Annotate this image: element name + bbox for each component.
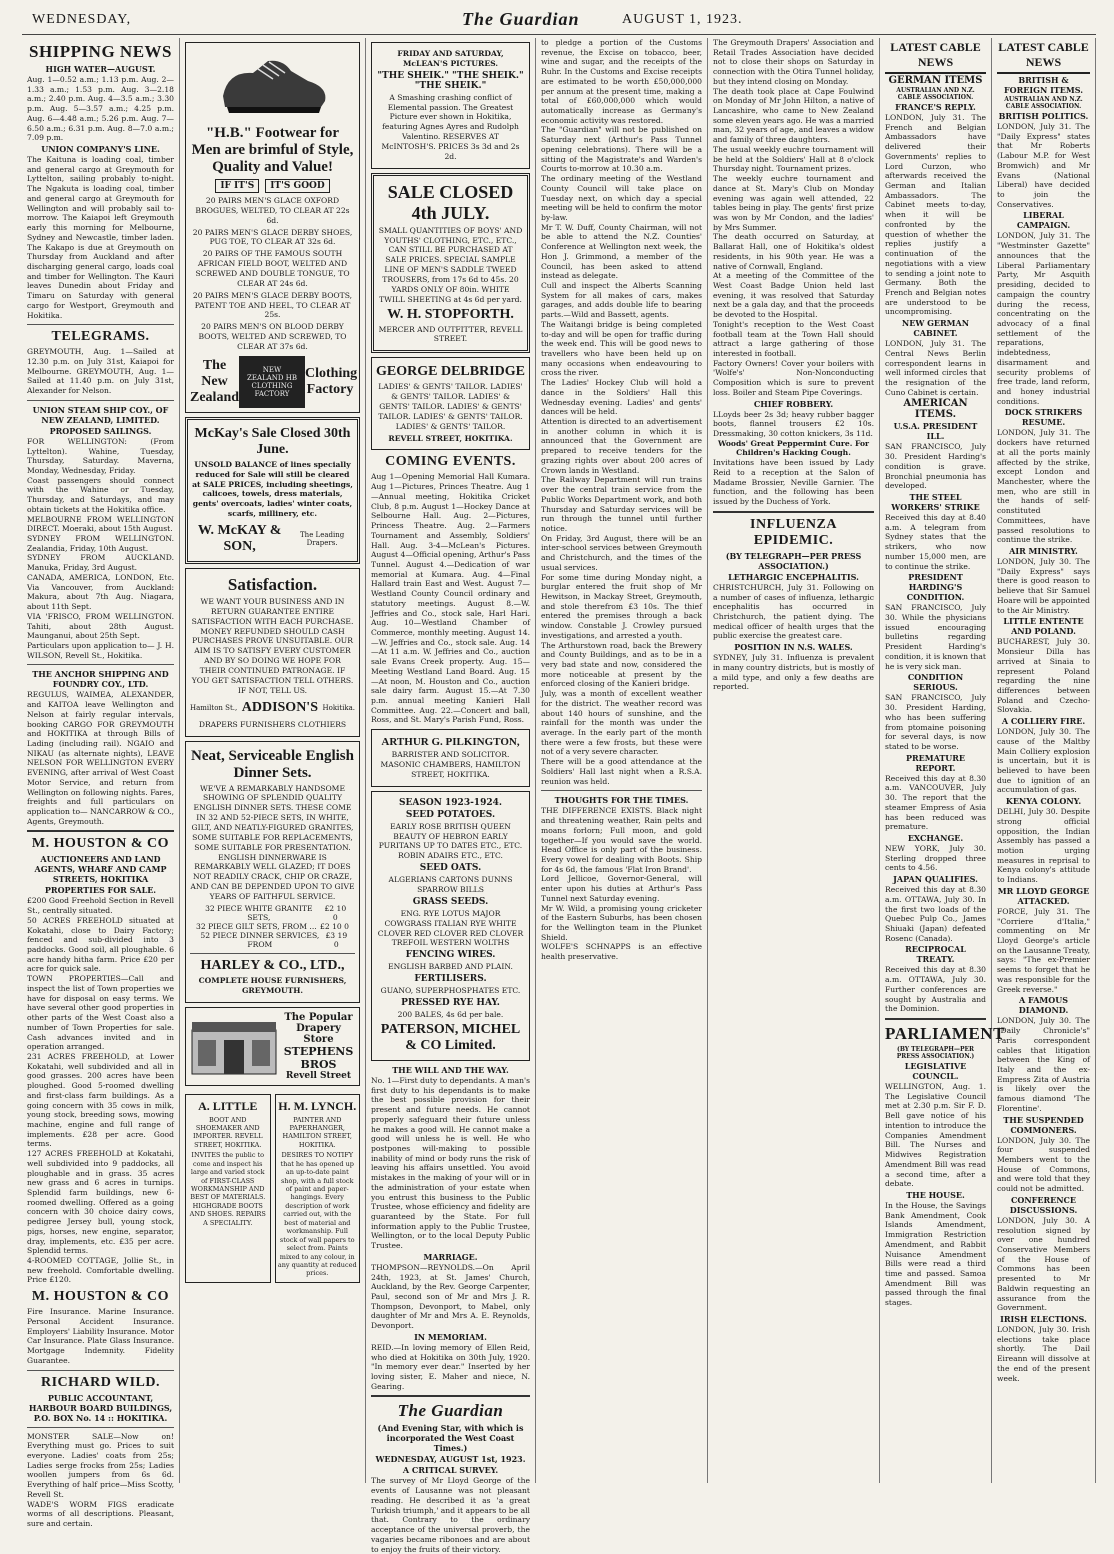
japan-heading: JAPAN QUALIFIES. — [893, 874, 978, 885]
coming-events-heading: COMING EVENTS. — [385, 454, 516, 470]
exchange-text: NEW YORK, July 30. Sterling dropped three cents to 4.56. — [885, 843, 986, 873]
paterson-ad — [371, 791, 530, 1061]
for-wellington-text: Coast passengers should connect with the Wahine or Tuesday, Thursday, and Saturdays, and may obtain tickets at the Hokitika office. — [27, 475, 174, 514]
little-sub: BOOT AND SHOEMAKER AND IMPORTER. REVELL STREET, HOKITIKA. — [192, 1115, 263, 1149]
hb-left-text: The New Zealand — [190, 357, 240, 405]
harding-text: SAN FRANCISCO, July 30. President Harding's condition is grave. Bronchial pneumonia has developed. — [885, 442, 986, 491]
coming-events-text: Aug 1—Opening Memorial Hall Kumara. Aug 1—Pictures, Princes Theatre. Aug 1—Annual meeting, Hokitika Cricket Club, 8 p.m. August 1—Hockey Dance at Selbourne Hall. Aug. 2—Pictures, Princess Theatre. Aug. 2—Farmers Tournament and Assembly, Soldiers' Hall. Aug. 3-4—McLean's Pictures. August 4—Official opening, Arthur's Pass Tunnel. August 4.—Dedication of war memorial at Kumara. Aug. 4—Final Hallard train East and West. August 7—Westland County Council ordinary and statutory meetings. August 8.—W. Jeffries and Co., stock sale, Harl Hari. Aug. 10—Westland Chamber of Commerce, monthly meeting. August 14.—W. Jeffries and Co., stock sale. Aug. 14—At 11 a.m. W. Jeffries and Co., auction sale Evans Creek property. Aug. 15—Meeting Westland Land Board. Aug. 15—At noon, M. Houston and Co., auction sale dairy farm. August 15.—At 7.30 p.m. annual meeting Kanieri Hall Committee. Aug. 22.—Concert and ball, Ross, and St. Mary's Parish Fund, Ross. — [371, 472, 530, 725]
news-para: Factory Owners! Cover your boilers with 'Wolfe's' Non-Nonconducting Composition which is sure to prevent loss. Boiler and Steam Pipe Coverings. — [713, 358, 874, 397]
wild-sub: PUBLIC ACCOUNTANT, HARBOUR BOARD BUILDINGS, P.O. BOX No. 14 :: HOKITIKA. — [28, 1392, 173, 1423]
dinner-price-2: 32 PIECE GILT SETS, FROM ... £2 10 0 — [196, 921, 349, 931]
news-para: WOLFE'S SCHNAPPS is an effective health preservative. — [541, 942, 702, 962]
sheik-title: "THE SHEIK." "THE SHEIK." "THE SHEIK." — [377, 70, 524, 91]
seed-potatoes-heading: SEED POTATOES. — [405, 809, 496, 820]
dock-heading: DOCK STRIKERS RESUME. — [1004, 407, 1083, 428]
property-50: 50 ACRES FREEHOLD situated at Kokatahi, close to Dairy Factory; fenced and sub-divided into 3 paddocks. Good soil, all ploughable. 6 acre handy hitha farm. Price £20 per acre for quick sale. — [27, 915, 174, 974]
conference-heading: CONFERENCE DISCUSSIONS. — [1009, 1194, 1078, 1215]
delbridge-name: GEORGE DELBRIDGE — [376, 364, 525, 380]
fertilisers-sub: GUANO, SUPERPHOSPHATES ETC. — [380, 986, 521, 996]
will-heading: THE WILL AND THE WAY. — [392, 1064, 509, 1075]
news-para: Mr T. W. Duff, County Chairman, will not be able to attend the N.Z. Counties' Conference at Wellington next week, the Hon J. Grimmond, a member of the Council, has been asked to attend instead as delegate. — [541, 222, 702, 281]
news-para: Lord Jellicoe, Governor-General, will enter upon his duties at Arthur's Pass Tunnel next Saturday evening. — [541, 874, 702, 903]
wade-worm-figs: WADE'S WORM FIGS eradicate worms of all descriptions. Pleasant, sure and certain. — [27, 1499, 174, 1528]
delbridge-address: REVELL STREET, HOKITIKA. — [388, 433, 513, 443]
reciprocal-heading: RECIPROCAL TREATY. — [905, 944, 966, 965]
guardian-sub: (And Evening Star, with which is incorporated the West Coast Times.) — [377, 1423, 524, 1454]
report-heading: PREMATURE REPORT. — [905, 752, 966, 773]
seed-oats-heading: SEED OATS. — [419, 863, 482, 874]
diamond-heading: A FAMOUS DIAMOND. — [1018, 995, 1069, 1016]
rye-hay-sub: 200 BALES, 4s 6d per bale. — [397, 1010, 504, 1020]
shoe-item-2: 20 PAIRS MEN'S GLACE DERBY SHOES, PUG TOE, TO CLEAR AT 32s 6d. — [192, 227, 353, 247]
news-para: The death occurred on Saturday, at Ballarat Hall, one of Hokitika's oldest residents, in his 90th year. He was a native of Cornwall, England. — [713, 232, 874, 271]
news-para: The Arthurstown road, back the Brewery and County Buildings, and as to be in a very bad state and now, considered the more noticeable at present by the enforced closing of the Kanieri bridge. — [541, 640, 702, 689]
serious-heading: CONDITION SERIOUS. — [907, 672, 964, 693]
reciprocal-text: Received this day at 8.30 a.m. OTTAWA, July 30. Further conferences are sought by Australia and the Dominion. — [885, 965, 986, 1014]
influenza-sub: (BY TELEGRAPH—PER PRESS ASSOCIATION.) — [725, 550, 862, 571]
lynch-ad — [275, 1094, 361, 1283]
cabinet-text: LONDON, July 31. The Central News Berlin correspondent learns in well informed circles that the resignation of the Cuno Cabinet is certain. — [885, 339, 986, 397]
harley-sub: COMPLETE HOUSE FURNISHERS, GREYMOUTH. — [198, 975, 347, 995]
stopforth-sub: MERCER AND OUTFITTER, REVELL STREET. — [378, 324, 523, 344]
lethargic-heading: LETHARGIC ENCEPHALITIS. — [728, 571, 859, 582]
houston-heading-2: M. HOUSTON & CO — [31, 1289, 170, 1305]
pilkington-name: ARTHUR G. PILKINGTON, — [381, 736, 520, 749]
column-local-news — [536, 38, 708, 1483]
commons-heading: THE SUSPENDED COMMONERS. — [1003, 1114, 1084, 1135]
house-heading: THE HOUSE. — [906, 1189, 965, 1200]
position-text: SYDNEY, July 31. Influenza is prevalent in many country districts, but is mostly of a mild type, and only a few deaths are reported. — [713, 653, 874, 692]
dinner-sets-ad — [185, 741, 360, 1003]
news-para: The Railway Department will run trains over the central train service from the Public Works Department work, and both Thursday and Saturday services will be run through the tunnel until further notice. — [541, 475, 702, 533]
mckay-heading: McKay's Sale Closed 30th June. — [194, 425, 351, 457]
serious-text: SAN FRANCISCO, July 30. President Harding, who has been suffering from ptomaine poisoning for several days, is now stated to be worse. — [885, 693, 986, 751]
harding-heading: U.S.A. PRESIDENT ILL. — [893, 421, 978, 442]
cottage: 4-ROOMED COTTAGE, Jollie St., in new freehold. Comfortable dwelling. Price £120. — [27, 1256, 174, 1285]
stephens-line-2: Drapery Store — [296, 1022, 341, 1045]
news-para: The death took place at Cape Foulwind on Monday of Mr John Hilton, a native of Lancashire, who came to New Zealand some eleven years ago. He was a married man, 32 years of age, and leaves a widow and family of three daughters. — [713, 86, 874, 145]
potatoes-list: EARLY ROSE BRITISH QUEEN BEAUTY OF HEBRON EARLY PURITANS UP TO DATES ETC., ETC. ROBIN ADAIRS ETC., ETC. — [378, 821, 523, 861]
harley-name: HARLEY & CO., LTD., — [200, 957, 345, 973]
stephens-line-1: The Popular — [284, 1011, 353, 1023]
influenza-text: CHRISTCHURCH, July 31. Following on a number of cases of influenza, lethargic encephalitis has occurred in Christchurch, the patient dying. The medical officer of health urges that the public exercise the greatest care. — [713, 582, 874, 641]
council-text: WELLINGTON, Aug. 1. The Legislative Council met at 2.30 p.m. Sir F. D. Bell gave notice of his intention to introduce the Companies Amendment Bill. The Nurses and Midwives Registration Amendment Bill was read a second time, after a debate. — [885, 1082, 986, 1189]
irish-text: LONDON, July 30. Irish elections take place shortly. The Dail Eireann will dissolve at the end of the present week. — [997, 1325, 1090, 1383]
high-water-heading: HIGH WATER—AUGUST. — [45, 64, 156, 74]
cabinet-heading: NEW GERMAN CABINET. — [901, 318, 970, 339]
american-items-heading: AMERICAN ITEMS. — [903, 398, 968, 421]
property-200: £200 Good Freehold Section in Revell St., centrally situated. — [27, 896, 174, 916]
condition-heading: PRESIDENT HARDING'S CONDITION. — [906, 572, 965, 603]
properties-heading: PROPERTIES FOR SALE. — [44, 885, 157, 896]
dock-text: LONDON, July 31. The dockers have returned at all the ports mainly affected by the strike, except London and Manchester, where the men, who are still in the hands of self-constituted Committees, have passed resolutions to continue the strike. — [997, 428, 1090, 545]
sale-closed-text: SMALL QUANTITIES OF BOYS' AND YOUTHS' CLOTHING, ETC., ETC., CAN STILL BE PURCHASED AT SALE PRICES. SPECIAL SAMPLE LINE OF MEN'S SADDLE TWEED TROUSERS, from 17s 6d to 45s. 20 YARDS ONLY OF 80in. WHITE TWILL SHEETING at 4s 6d per yard. — [378, 225, 523, 304]
property-127: 127 ACRES FREEHOLD at Kokatahi, well subdivided into 9 paddocks, all ploughable and in grass. 35 acres new grass and 6 acres in turnips. Splendid farm buildings, new 6-roomed dwelling. Offered as a going concern with 30 choice dairy cows, pedigree Jersey bull, young stock, pigs, horses, new engine, separator, dray, implements, etc. £35 per acre. Splendid terms. — [27, 1149, 174, 1256]
melbourne-sailing: MELBOURNE FROM WELLINGTON DIRECT. Moeraki, about 15th August. — [27, 514, 174, 534]
stephens-line-4: Revell Street — [285, 1070, 352, 1081]
its-good-badge: IT'S GOOD — [265, 179, 329, 193]
news-para: July, was a month of excellent weather for the district. The weather record was about 140 hours of sunshine, and the rainfall for the month was under the average. In the early part of the month there were a few frosts, but these were not of a very severe character. — [541, 689, 702, 757]
particulars: Particulars upon application to— J. H. WILSON, Revell St., Hokitika. — [27, 640, 174, 660]
news-para: The weekly euchre tournament and dance at St. Mary's Club on Monday evening was again well attended, 22 tables being in play. The gents' first prize was won by Mr Condon, and the ladies' by Mrs Summer. — [713, 174, 874, 232]
marriage-text: THOMPSON—REYNOLDS.—On April 24th, 1923, at St. James' Church, Auckland, by the Rev. George Carpenter, Paul, second son of Mr and Mrs J. R. Thompson, Devonport, to Mabel, only daughter of Mr and Mrs A. E. Reynolds, Devonport. — [371, 1262, 530, 1331]
news-para: Mr W. Wild, a promising young cricketer of the Eastern Suburbs, has been chosen for the Wellington team in the Plunket Shield. — [541, 903, 702, 942]
news-para: The Waitangi bridge is being completed to-day and will be open for traffic during the week end. This will be good news to travellers who have been held up on many occasions when endeavouring to cross the river. — [541, 319, 702, 378]
cable-heading-2: LATEST CABLE NEWS — [997, 38, 1090, 74]
hb-logo: NEW ZEALAND HB CLOTHING FACTORY — [239, 356, 305, 408]
uss-company-heading: UNION STEAM SHIP COY., OF NEW ZEALAND, LIMITED. — [32, 404, 169, 425]
rye-hay-heading: PRESSED RYE HAY. — [401, 998, 500, 1009]
news-para: Tonight's reception to the West Coast football team at the Town Hall should attract a large gathering of those interested in football. — [713, 319, 874, 358]
anchor-heading: THE ANCHOR SHIPPING AND FOUNDRY COY., LTD. — [32, 669, 169, 690]
exchange-heading: EXCHANGE. — [907, 832, 964, 843]
column-local-news-2 — [708, 38, 880, 1483]
addison-right: Hokitika. — [322, 703, 355, 712]
friday-pictures: FRIDAY AND SATURDAY, McLEAN'S PICTURES. — [397, 49, 504, 68]
dinner-price-1: 32 PIECE WHITE GRANITE SETS, £2 10 0 — [205, 903, 347, 922]
memoriam-text: REID.—In loving memory of Ellen Reid, who died at Hokitika on 30th July, 1920. "In memory ever dear." Inserted by her loving sister, E. Maher and niece, N. Gearing. — [371, 1342, 530, 1391]
column-notices — [366, 38, 536, 1554]
hb-right-text: Clothing Factory — [305, 365, 358, 397]
dinner-price-3: 52 PIECE DINNER SERVICES, FROM £3 19 0 — [200, 930, 348, 949]
oats-list: ALGERIANS CARTONS DUNNS SPARROW BILLS — [388, 875, 513, 895]
column-cable-news-2 — [992, 38, 1096, 1483]
if-its-badge: IF IT'S — [215, 179, 259, 193]
satisfaction-text: WE WANT YOUR BUSINESS AND IN RETURN GUARANTEE ENTIRE SATISFACTION WITH EACH PURCHASE. MONEY REFUNDED SHOULD CASH PURCHASES PROVE UNSUITABLE. OUR AIM IS TO SATISFY EVERY CUSTOMER AND BY SO DOING WE HOPE FOR THEIR CONTINUED PATRONAGE. IF YOU GET SATISFACTION TELL OTHERS. IF NOT, TELL US. — [191, 597, 354, 695]
dinner-text: WE'VE A REMARKABLY HANDSOME SHOWING OF SPLENDID QUALITY ENGLISH DINNER SETS. THESE COME IN 32 AND 52-PIECE SETS, IN WHITE, GILT, AND NEATLY-FIGURED GRANITES, SOME SUITABLE FOR REPLACEMENTS, SOME SUITABLE FOR PRESENTATION. ENGLISH DINNERWARE IS REMARKABLY WELL GLAZED; IT DOES NOT READILY CRACK, CHIP OR CRAZE, AND CAN BE DEPENDED UPON TO GIVE YEARS OF FAITHFUL SERVICE. — [190, 783, 355, 901]
mckay-name: W. McKAY & SON, — [197, 523, 282, 555]
survey-heading: A CRITICAL SURVEY. — [402, 1465, 499, 1476]
steel-heading: THE STEEL WORKERS' STRIKE — [891, 492, 980, 512]
fertilisers-heading: FERTILISERS. — [414, 974, 487, 985]
masthead — [22, 8, 1096, 35]
addison-left: Hamilton St., — [190, 703, 238, 712]
council-heading: LEGISLATIVE COUNCIL. — [904, 1061, 967, 1082]
news-para: There will be a good attendance at the Soldiers' Hall last night when a R.S.A. reunion was held. — [541, 757, 702, 786]
frisco-sailing: VIA 'FRISCO, FROM WELLINGTON. Tahiti, about 28th August. Maunganui, about 25th Sept. — [27, 611, 174, 641]
column-advertisements — [180, 38, 366, 1483]
news-para: to pledge a portion of the Customs revenue, the Excise on tobacco, beer, wine and sugar, and the receipts of the Ruhr. In the Customs and Excise receipts are estimated to be worth £50,000,000 per annum at the present time, making a total of £60,000,000 which would automatically increase as Germany's economic activity was restored. — [541, 38, 702, 125]
telegrams-text: GREYMOUTH, Aug. 1—Sailed at 12.30 p.m. on July 31st, Kaiapoi for Melbourne. GREYMOUTH, Aug. 1—Sailed at 11.40 p.m. on July 31st, Alexander for Nelson. — [27, 347, 174, 396]
delbridge-ad — [371, 357, 530, 450]
addison-name: ADDISON'S — [241, 699, 318, 715]
town-properties: TOWN PROPERTIES—Call and inspect the list of Town properties we have for disposal on easy terms. We have several other good properties in other parts of the West Coast also a number of Town Properties for sale. Cash advances invited and in operation arranged. — [27, 974, 174, 1052]
insurance-list: Fire Insurance. Marine Insurance. Personal Accident Insurance. Employers' Liability Insurance. Motor Car Insurance. Plate Glass Insurance. Mortgage Indemnity. Fidelity Guarantee. — [27, 1307, 174, 1365]
news-para: On Friday, 3rd August, there will be an inter-school services between Greymouth and Christchurch, and the times of the usual services. — [541, 533, 702, 572]
season-heading: SEASON 1923-1924. — [398, 797, 502, 808]
shipping-heading: SHIPPING NEWS — [29, 42, 172, 61]
will-text: No. 1—First duty to dependants. A man's first duty to his dependants is to make the best possible provision for their present and future needs. He cannot properly safeguard their future unless he makes a good will. He cannot make a good will unless he is well. He who postpones will-making to possible inability of mind or body runs the risk of leaving his affairs unsettled. You avoid mistakes in the making of your will or in the administration of your estate when you entrust this business to the Public Trustee, whose efficiency and fidelity are guaranteed by the State. For full information apply to the Public Trustee, Wellington, or to the local Deputy Public Trustee. — [371, 1075, 530, 1251]
air-text: LONDON, July 30. The "Daily Express" says there is good reason to believe that Sir Samuel Hoare will be appointed to the Air Ministry. — [997, 557, 1090, 615]
colliery-heading: A COLLIERY FIRE. — [1001, 716, 1086, 727]
german-items-heading: GERMAN ITEMS — [888, 75, 983, 86]
sydney-auckland-sailing: SYDNEY FROM AUCKLAND. Manuka, Friday, 3rd August. — [27, 553, 174, 573]
entente-text: BUCHAREST, July 30. Monsieur Dilla has arrived at Sinaia to represent Poland regarding the nine differences between Poland and Czecho-Slovakia. — [997, 637, 1090, 715]
grass-seeds-heading: GRASS SEEDS. — [412, 896, 489, 907]
influenza-heading: INFLUENZA EPIDEMIC. — [750, 516, 837, 548]
news-para: The Ladies' Hockey Club will hold a dance in the Soldiers' Hall this Wednesday evening. Ladies' and gents' dances will be held. — [541, 378, 702, 417]
air-heading: AIR MINISTRY. — [1009, 546, 1078, 557]
report-text: Received this day at 8.30 a.m. VANCOUVER, July 30. The report that the steamer Empress of Asia has been reduced was premature. — [885, 773, 986, 832]
sheik-ad — [371, 42, 530, 169]
addison-ad — [185, 568, 360, 736]
pilkington-ad — [371, 729, 530, 787]
sale-closed-heading: SALE CLOSED 4th JULY. — [387, 181, 514, 223]
fencing-sub: ENGLISH BARBED AND PLAIN. — [388, 962, 513, 972]
news-para: At a meeting of the Committee of the West Coast Badge Union held last evening, it was resolved that Saturday next be a gala day, and that the proceeds be devoted to the Hospital. — [713, 271, 874, 320]
shoe-illustration — [213, 51, 333, 121]
chief-robbery-heading: CHIEF ROBBERY. — [753, 398, 834, 409]
parliament-sub: (BY TELEGRAPH—PER PRESS ASSOCIATION.) — [896, 1046, 975, 1061]
hb-badge — [190, 179, 355, 193]
column-cable-news-1 — [880, 38, 1005, 1483]
news-para: The "Guardian" will not be published on Saturday next (Arthur's Pass Tunnel opening celebrations). There will be a sitting of the Magistrate's and Warden's Courts to-morrow at 10.30 a.m. — [541, 125, 702, 174]
news-para: For some time during Monday night, a burglar entered the fruit shop of Mr Hewitson, in Mackay Street, Greymouth, and stole therefrom £3 10s. The thief entered the premises through a back window. Constable J. Crowley pursued investigations, and arrested a youth. — [541, 572, 702, 640]
politics-text: LONDON, July 31. The "Daily Express" states that Mr Roberts (Labour M.P. for West Bromwich) and Mr Evans (National Liberal) have decided to join the Conservatives. — [997, 122, 1090, 209]
monster-sale: MONSTER SALE—Now on! Everything must go. Prices to suit everyone. Ladies' coats from 25s; Ladies serge frocks from 25s; Ladies woollen jumpers from 6s 6d. Everything of half price—Miss Scotty, Revell St. — [27, 1431, 174, 1499]
shoe-item-1: 20 PAIRS MEN'S GLACE OXFORD BROGUES, WELTED, TO CLEAR AT 22s 6d. — [195, 196, 350, 225]
houston-sub: AUCTIONEERS AND LAND AGENTS, WHARF AND CAMP STREETS, HOKITIKA — [34, 854, 167, 885]
canada-sailing: CANADA, AMERICA, LONDON, Etc. Via Vancouver, from Auckland: Makura, about 7th Aug. Niagara, about 11th Sept. — [27, 572, 174, 612]
thoughts-text: THE DIFFERENCE EXISTS. Black night and threatening weather, Rain pelts and moans forlorn; Full moon, and gold together—If you would save the world. Head Office is only part of the business. Every vowel for dealing with Boots. Ship for 4s 6d, the famous 'Flat Iron Brand'. — [541, 806, 702, 874]
stopforth-ad — [371, 173, 530, 354]
pilkington-sub: BARRISTER AND SOLICITOR. MASONIC CHAMBERS, HAMILTON STREET, HOKITIKA. — [380, 750, 521, 779]
lynch-heading: H. M. LYNCH. — [278, 1098, 357, 1113]
marriage-heading: MARRIAGE. — [423, 1251, 478, 1262]
survey-text: The survey of Mr Lloyd George of the events of Lausanne was not pleasant reading. He described it as 'a great Turkish triumph,' and it appears to be all that. Contrary to the ordinary acceptance of the universal proverb, the vagaries became ribonoes and are about to enjoy the fruits of their victory. — [371, 1476, 530, 1554]
addison-sub: DRAPERS FURNISHERS CLOTHIERS — [198, 719, 347, 729]
hb-footwear-heading: "H.B." Footwear for Men are brimful of Style, Quality and Value! — [191, 125, 354, 175]
chief-robbery-text: LLoyds beer 2s 3d; heavy rubber bagger boots, flannel trousers £2 10s. Dressmaking, 30 cotton knickers, 3s 11d. — [713, 409, 874, 439]
delbridge-lines: LADIES' & GENTS' TAILOR. LADIES' & GENTS' TAILOR. LADIES' & GENTS' TAILOR. LADIES' & GENTS' TAILOR. LADIES' & GENTS' TAILOR. LADIES' & GENTS' TAILOR. — [378, 382, 523, 431]
union-heading: UNION COMPANY'S LINE. — [41, 144, 160, 155]
france-reply-heading: FRANCE'S REPLY. — [895, 102, 976, 112]
france-reply-text: LONDON, July 31. The French and Belgian Ambassadors have delivered their Governments' replies to Lord Curzon, who afterwards received the German and Italian Ambassadors. The Cabinet meets to-day, when it will be confronted by the question of whether the replies justify a continuation of the negotiations with a view to sending a joint note to Germany. Both the French and Belgian notes are understood to be uncompromising. — [885, 113, 986, 317]
diamond-text: LONDON, July 30. The "Daily Chronicle's" Paris correspondent cables that litigation between the King of Italy and the ex-Empress Zita of Austria is likely over the famous diamond 'The Florentine'. — [997, 1016, 1090, 1113]
association-credit: AUSTRALIAN AND N.Z. CABLE ASSOCIATION. — [896, 87, 975, 101]
shoe-item-4: 20 PAIRS MEN'S GLACE DERBY BOOTS, PATENT TOE AND HEEL, TO CLEAR AT 25s. — [192, 290, 353, 320]
kenya-heading: KENYA COLONY. — [1005, 796, 1082, 807]
masthead-date: AUGUST 1, 1923. — [622, 12, 743, 27]
association-credit-2: AUSTRALIAN AND N.Z. CABLE ASSOCIATION. — [1004, 96, 1083, 110]
wild-heading: RICHARD WILD. — [40, 1374, 161, 1390]
for-wellington: FOR WELLINGTON: (From Lyttelton). Wahine, Tuesday, Thursday, Saturday. Maverna, Monday, Wednesday, Friday. — [27, 436, 174, 475]
colliery-text: LONDON, July 30. The cause of the Maltby Main Colliery explosion is uncertain, but it is believed to have been due to ignition of an accumulation of gas. — [997, 727, 1090, 795]
mckay-text: UNSOLD BALANCE of lines specially reduced for Sale will still be cleared at SALE PRICES, including sheetings, calicoes, towels, dress materials, gents' overcoats, ladies' winter coats, scarfs, millinery, etc. — [192, 459, 353, 519]
guardian-date: WEDNESDAY, AUGUST 1st, 1923. — [375, 1454, 526, 1465]
little-text: INVITES the public to come and inspect his large and varied stock of FIRST-CLASS WORKMANSHIP AND BEST OF MATERIALS. HIGHGRADE BOOTS AND SHOES. REPAIRS A SPECIALITY. — [189, 1151, 266, 1227]
news-para: Cull and inspect the Alberts Scanning System for all makes of cars, makes garages, and adds double life to bearing parts.—Wild and Bassett, agents. — [541, 280, 702, 320]
hb-footwear-ad — [185, 42, 360, 413]
little-heading: A. LITTLE — [198, 1098, 258, 1113]
japan-text: Received this day at 8.30 a.m. OTTAWA, July 30. In the first two loads of the Quebec Pulp Co., James Shiuaki (Japan) defeated Rosenc (Canada). — [885, 885, 986, 943]
british-foreign-heading: BRITISH & FOREIGN ITEMS. — [1004, 75, 1083, 95]
news-para: The usual weekly euchre tournament will be held at the Soldiers' Hall at 8 o'clock Thursday night. Tournament prizes. — [713, 144, 874, 174]
condition-text: SAN FRANCISCO, July 30. While the physicians issued encouraging bulletins regarding President Harding's condition, it is known that he is very sick man. — [885, 603, 986, 671]
entente-heading: LITTLE ENTENTE AND POLAND. — [1003, 616, 1084, 637]
lynch-sub: PAINTER AND PAPERHANGER, HAMILTON STREET, HOKITIKA. — [282, 1115, 352, 1149]
memoriam-heading: IN MEMORIAM. — [414, 1331, 487, 1342]
sheik-text: A Smashing crashing conflict of Elemental passion. The Greatest Picture ever shown in Hokitika, featuring Agnes Ayres and Rudolph Valentino. RESERVES AT McINTOSH'S. PRICES 3s 3d and 2s 2d. — [381, 92, 520, 161]
union-text: The Kaituna is loading coal, timber and general cargo at Greymouth for Lyttelton, sailing probably to-night. The Ngakuta is loading coal, timber and general cargo at Greymouth for Wellington and will probably sail to-morrow. The Kaiapoi left Greymouth early this morning for Melbourne, Sydney and Newcastle, timber laden. The Kakapo is due at Greymouth on Thursday from Auckland and after discharging general cargo, loads coal and timber for Wellington. The Kauri leaves Dunedin about Friday and Timaru on Saturday with general cargo for Westport, Greymouth and Hokitika. — [27, 155, 174, 320]
steel-text: Received this day at 8.40 a.m. A telegram from Sydney states that the strikers, who now number 15,000 men, are to continue the strike. — [885, 513, 986, 571]
tide-table: Aug. 1—0.52 a.m.; 1.13 p.m. Aug. 2—1.33 a.m.; 1.53 p.m. Aug. 3—2.18 a.m.; 2.40 p.m. Aug. 4—3.5 a.m.; 3.30 p.m. Aug. 5—3.57 a.m.; 4.25 p.m. Aug. 6—4.48 a.m.; 5.26 p.m. Aug. 7—6.50 a.m.; 6.31 p.m. Aug. 8—7.0 a.m.; 7.09 p.m. — [27, 75, 174, 143]
stephens-bros-ad — [185, 1007, 360, 1086]
fencing-heading: FENCING WIRES. — [405, 950, 496, 961]
proposed-sailings: PROPOSED SAILINGS. — [49, 425, 152, 436]
satisfaction-heading: Satisfaction. — [227, 575, 318, 595]
liberal-text: LONDON, July 31. The "Westminster Gazette" announces that the Liberal Parliamentary Party, Mr Asquith presiding, decided to campaign the country during the recess, concentrating on the advocacy of a final settlement of the reparations, indebtedness, disarmament and security problems of free trade, land reform, and honey industrial conditions. — [997, 231, 1090, 406]
news-para: The Greymouth Drapers' Association and Retail Trades Association have decided not to close their shops on Saturday in connection with the Otira Tunnel holiday, but they intend closing on Monday. — [713, 38, 874, 86]
mckay-tag: The Leading Drapers. — [300, 531, 345, 548]
column-shipping — [22, 38, 180, 1528]
cable-heading: LATEST CABLE NEWS — [885, 38, 986, 74]
conference-text: LONDON, July 30. A resolution signed by over one hundred Conservative Members of the House of Commons has been presented to Mr Baldwin requesting an assurance from the Government. — [997, 1215, 1090, 1313]
grass-seeds-list: ENG. RYE LOTUS MAJOR COWGRASS ITALIAN RYE WHITE CLOVER RED CLOVER RED CLOVER TREFOIL WESTERN WOLTHS — [377, 908, 524, 948]
shoe-item-5: 20 PAIRS MEN'S ON BLOOD DERBY BOOTS, WELTED AND SCREWED, TO CLEAR AT 37s 6d. — [198, 322, 347, 352]
hb-clothing-factory — [190, 356, 358, 408]
house-text: In the House, the Savings Bank Amendment, Cook Islands Amendment, Immigration Restriction Amendment, and Rabbit Nuisance Amendment Bills were read a third time and passed. Samoa Amendment Bill was passed through the final stages. — [885, 1200, 986, 1308]
sydney-sailing: SYDNEY FROM WELLINGTON. Zealandia, Friday, 10th August. — [27, 534, 174, 553]
stephens-line-3: STEPHENS BROS — [283, 1044, 354, 1071]
shoe-item-3: 20 PAIRS OF THE FAMOUS SOUTH AFRICAN FIELD BOOT, WELTED AND SCREWED AND DOUBLE TONGUE, TO CLEAR AT 24s 6d. — [195, 249, 350, 288]
irish-heading: IRISH ELECTIONS. — [1000, 1314, 1087, 1325]
anchor-text: REGULUS, WAIMEA, ALEXANDER, and KAITOA leave Wellington and Nelson at fairly regular intervals, booking CARGO FOR GREYMOUTH and HOKITIKA at through Bills of Lading (including rail). NGAIO and NIKAU (as alternate nights), LEAVE NELSON FOR WELLINGTON EVERY EVENING, after arrival of West Coast Motor Service, and return from Wellington on following nights. Fares, freights and full particulars on application to— NANCARROW & CO., Agents, Greymouth. — [27, 690, 174, 826]
news-para: Invitations have been issued by Lady Reid to a reception at the Salon of Madame Brossier, Neville Garnier. The function, and the following has been issued by the Duchess of York. — [713, 458, 874, 507]
thoughts-heading: THOUGHTS FOR THE TIMES. — [554, 795, 689, 806]
lynch-text: DESIRES TO NOTIFY that he has opened up an up-to-date paint shop, with a full stock of paint and paper-hangings. Every description of work carried out, with the best of material and workmanship. Full stock of wall papers to select from. Paints mixed to any colour, in any quantity at reduced prices. — [277, 1151, 357, 1278]
news-para: Attention is directed to an advertisement in another column in which it is announced that the Government are prepared to receive tenders for the grazing rights over about 200 acres of Crown lands in Westland. — [541, 417, 702, 475]
woods-cure: Woods' Great Peppermint Cure. For Children's Hacking Cough. — [717, 438, 870, 458]
houston-heading: M. HOUSTON & CO — [31, 836, 170, 852]
storefront-illustration — [190, 1016, 278, 1076]
commons-text: LONDON, July 30. The four suspended Members went to the House of Commons, and were told that they could not be admitted. — [997, 1135, 1090, 1194]
paterson-name: PATERSON, MICHEL & CO Limited. — [380, 1021, 521, 1053]
kenya-text: DELHI, July 30. Despite strong official opposition, the Indian Assembly has passed a motion urging measures in reprisal to Kenya colony's attitude to Indians. — [997, 807, 1090, 885]
lloyd-george-text: FORCE, July 31. The "Corriere d'Italia," commenting on Mr Lloyd George's article on the Lausanne Treaty, says: "The ex-Premier seems to forget that he was responsible for the Greek reverse." — [997, 906, 1090, 994]
stopforth-name: W. H. STOPFORTH. — [387, 306, 514, 322]
liberal-heading: LIBERAL CAMPAIGN. — [1016, 210, 1071, 231]
dinner-heading: Neat, Serviceable English Dinner Sets. — [191, 747, 354, 781]
news-para: The ordinary meeting of the Westland County Council will take place on Tuesday next, on which day a special meeting will be held to confirm the motor by-law. — [541, 174, 702, 222]
property-231: 231 ACRES FREEHOLD, at Lower Kokatahi, well subdivided and all in good grasses. 200 acres have been ploughed. Good 5-roomed dwelling and first-class farm buildings. As a going concern with 35 cows in milk, young stock, breeding sows, mowing machine, engine and full range of implements. £28 per acre. Good terms. — [27, 1051, 174, 1149]
mckay-ad — [185, 417, 360, 564]
parliament-heading: PARLIAMENT — [885, 1024, 1005, 1044]
telegrams-heading: TELEGRAMS. — [51, 329, 150, 345]
politics-heading: BRITISH POLITICS. — [998, 111, 1089, 121]
lloyd-george-heading: MR LLOYD GEORGE ATTACKED. — [997, 885, 1090, 906]
guardian-title: The Guardian — [397, 1401, 504, 1421]
little-ad — [185, 1094, 271, 1283]
position-heading: POSITION IN N.S. WALES. — [734, 642, 853, 653]
masthead-title: The Guardian — [462, 9, 580, 29]
masthead-day: WEDNESDAY, — [32, 12, 132, 27]
